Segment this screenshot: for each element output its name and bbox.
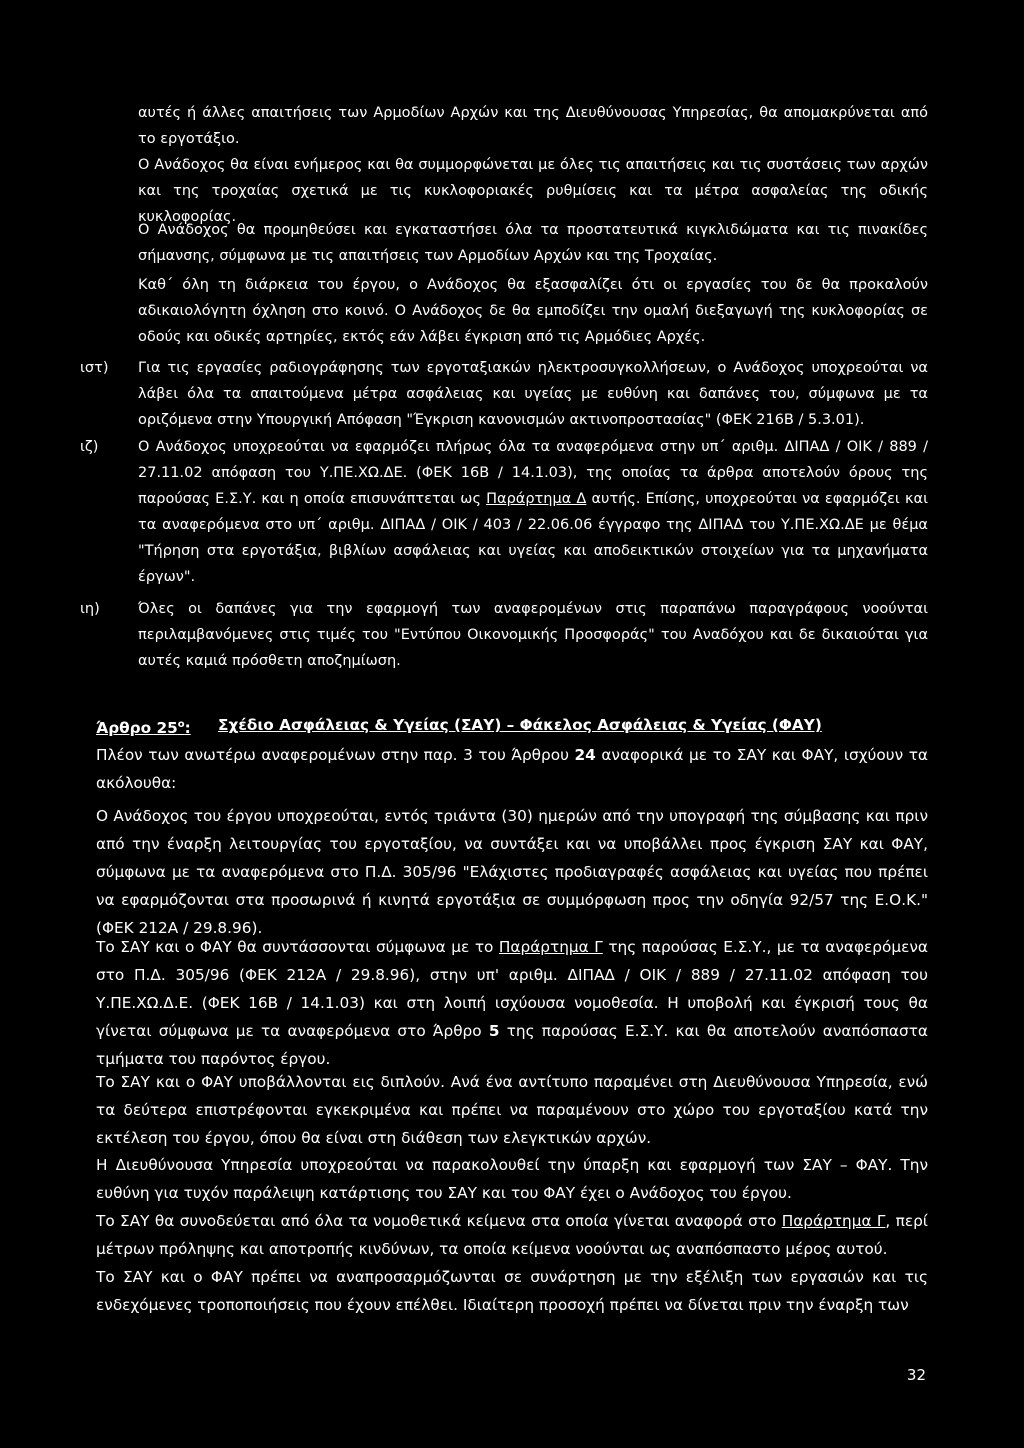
paragraph-public-nuisance: Καθ΄ όλη τη διάρκεια του έργου, ο Ανάδοχος θα εξασφαλίζει ότι οι εργασίες του δε θα προκαλούν αδικαιολόγητη όχληση στο κοινό. Ο Ανάδοχος δε θα εμποδίζει την ομαλή διεξαγωγή της κυκλοφορίας σε οδούς και οδικές αρτηρίες, εκτός εάν λάβει έγκριση από τις Αρμόδιες Αρχές. bbox=[138, 277, 928, 345]
list-item-text: Όλες οι δαπάνες για την εφαρμογή των αναφερομένων στις παραπάνω παραγράφους νοούνται περιλαμβανόμενες στις τιμές του "Εντύπου Οικονομικής Προσφοράς" του Αναδόχου και δε δικαιούται για αυτές καμιά πρόσθετη αποζημίωση. bbox=[138, 601, 928, 669]
paragraph-continuation: αυτές ή άλλες απαιτήσεις των Αρμοδίων Αρχών και της Διευθύνουσας Υπηρεσίας, θα απομακρύνεται από το εργοτάξιο. bbox=[138, 105, 928, 147]
paragraph-sau-copies: Το ΣΑΥ και ο ΦΑΥ υποβάλλονται εις διπλούν. Ανά ένα αντίτυπο παραμένει στη Διευθύνουσα Υπηρεσία, ενώ τα δεύτερα επιστρέφονται εγκεκριμένα και πρέπει να παραμένουν στο χώρο του εργοταξίου κατά την εκτέλεση του έργου, όπου θα είναι στη διάθεση των ελεγκτικών αρχών. bbox=[96, 1073, 928, 1147]
page-number: 32 bbox=[906, 1366, 926, 1384]
paragraph-supervision: Η Διευθύνουσα Υπηρεσία υποχρεούται να παρακολουθεί την ύπαρξη και εφαρμογή των ΣΑΥ – ΦΑΥ. Την ευθύνη για τυχόν παράλειψη κατάρτισης του ΣΑΥ και του ΦΑΥ έχει ο Ανάδοχος του έργου. bbox=[96, 1156, 928, 1202]
list-item-text: Για τις εργασίες ραδιογράφησης των εργοταξιακών ηλεκτροσυγκολλήσεων, ο Ανάδοχος υποχρεούται να λάβει όλα τα απαιτούμενα μέτρα ασφάλειας και υγείας με ευθύνη και δαπάνες του, σύμφωνα με τα οριζόμενα στην Υπουργική Απόφαση "Έγκριση κανονισμών ακτινοπροστασίας" (ΦΕΚ 216Β / 5.3.01). bbox=[138, 360, 928, 428]
paragraph-traffic-compliance: Ο Ανάδοχος θα είναι ενήμερος και θα συμμορφώνεται με όλες τις απαιτήσεις και τις συστάσεις των αρχών και της τροχαίας σχετικά με τις κυκλοφοριακές ρυθμίσεις και τα μέτρα ασφαλείας της οδικής κυκλοφορίας. bbox=[138, 157, 928, 225]
paragraph-sau-submission: Ο Ανάδοχος του έργου υποχρεούται, εντός τριάντα (30) ημερών από την υπογραφή της σύμβασης και πριν από την έναρξη λειτουργίας του εργοταξίου, να συντάξει και να υποβάλλει προς έγκριση ΣΑΥ και ΦΑΥ, σύμφωνα με τα αναφερόμενα στο Π.Δ. 305/96 "Ελάχιστες προδιαγραφές ασφάλειας και υγείας που πρέπει να εφαρμόζονται στα προσωρινά ή κινητά εργοτάξια σε συμμόρφωση προς την οδηγία 92/57 της Ε.Ο.Κ." (ΦΕΚ 212Α / 29.8.96). bbox=[96, 807, 928, 937]
list-marker: ιη) bbox=[80, 601, 100, 617]
paragraph-guardrails: Ο Ανάδοχος θα προμηθεύσει και εγκαταστήσει όλα τα προστατευτικά κιγκλιδώματα και τις πινακίδες σήμανσης, σύμφωνα με τις απαιτήσεις των Αρμοδίων Αρχών και της Τροχαίας. bbox=[138, 222, 928, 264]
list-item-text: Ο Ανάδοχος υποχρεούται να εφαρμόζει πλήρως όλα τα αναφερόμενα στην υπ΄ αριθμ. ΔΙΠΑΔ / ΟΙΚ / 889 / 27.11.02 απόφαση του Υ.ΠΕ.ΧΩ.ΔΕ. (ΦΕΚ 16Β / 14.1.03), της οποίας τα άρθρα αποτελούν όρους της παρούσας Ε.Σ.Υ. και η οποία επισυνάπτεται ως Παράρτημα Δ αυτής. Επίσης, υποχρεούται να εφαρμόζει και τα αναφερόμενα στο υπ΄ αριθμ. ΔΙΠΑΔ / ΟΙΚ / 403 / 22.06.06 έγγραφο της ΔΙΠΑΔ του Υ.ΠΕ.ΧΩ.ΔΕ με θέμα "Τήρηση στα εργοτάξια, βιβλίων ασφάλειας και υγείας και αποδεικτικών στοιχείων για τα μηχανήματα έργων". bbox=[138, 439, 928, 585]
list-marker: ιζ) bbox=[80, 439, 99, 455]
paragraph-intro: Πλέον των ανωτέρω αναφερομένων στην παρ. 3 του Άρθρου 24 αναφορικά με το ΣΑΥ και ΦΑΥ, ισχύουν τα ακόλουθα: bbox=[96, 746, 928, 792]
paragraph-adaptation: Το ΣΑΥ και ο ΦΑΥ πρέπει να αναπροσαρμόζωνται σε συνάρτηση με την εξέλιξη των εργασιών και τις ενδεχόμενες τροποποιήσεις που έχουν επέλθει. Ιδιαίτερη προσοχή πρέπει να δίνεται πριν την έναρξη των bbox=[96, 1268, 928, 1314]
appendix-d-link[interactable]: Παράρτημα Δ bbox=[486, 491, 587, 507]
paragraph-legislation: Το ΣΑΥ θα συνοδεύεται από όλα τα νομοθετικά κείμενα στα οποία γίνεται αναφορά στο Παράρτημα Γ, περί μέτρων πρόληψης και αποτροπής κινδύνων, τα οποία κείμενα νοούνται ως αναπόσπαστο μέρος αυτού. bbox=[96, 1212, 928, 1258]
appendix-c-link[interactable]: Παράρτημα Γ bbox=[498, 938, 603, 956]
article-number: Άρθρο $25^o$: bbox=[96, 719, 191, 738]
paragraph-sau-composition: Το ΣΑΥ και ο ΦΑΥ θα συντάσσονται σύμφωνα με το Παράρτημα Γ της παρούσας Ε.Σ.Υ., με τα αναφερόμενα στο Π.Δ. 305/96 (ΦΕΚ 212Α / 29.8.96), στην υπ' αριθμ. ΔΙΠΑΔ / ΟΙΚ / 889 / 27.11.02 απόφαση του Υ.ΠΕ.ΧΩ.Δ.Ε. (ΦΕΚ 16Β / 14.1.03) και στη λοιπή ισχύουσα νομοθεσία. Η υποβολή και έγκρισή τους θα γίνεται σύμφωνα με τα αναφερόμενα στο Άρθρο 5 της παρούσας Ε.Σ.Υ. και θα αποτελούν αναπόσπαστα τμήματα του παρόντος έργου. bbox=[96, 938, 929, 1068]
appendix-c-link-2[interactable]: Παράρτημα Γ bbox=[781, 1212, 886, 1230]
list-marker: ιστ) bbox=[80, 360, 109, 376]
article-title: Σχέδιο Ασφάλειας & Υγείας (ΣΑΥ) – Φάκελος Ασφάλειας & Υγείας (ΦΑΥ) bbox=[218, 716, 822, 734]
